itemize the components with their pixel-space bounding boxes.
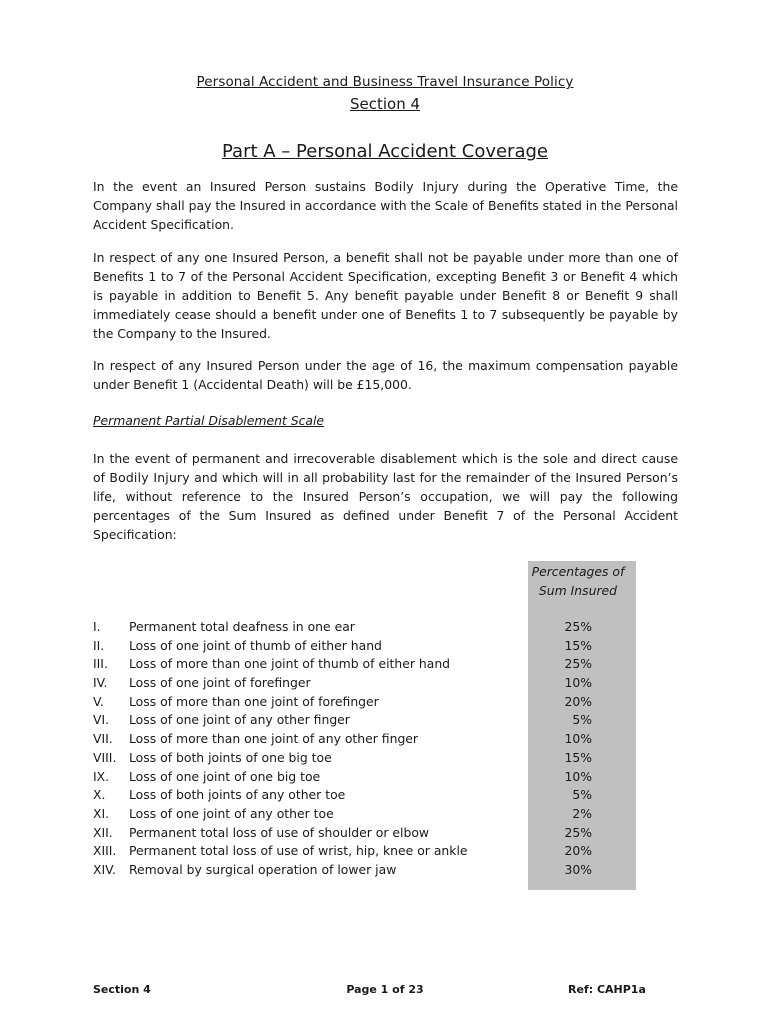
scale-row — [93, 618, 633, 637]
scale-row-description: Loss of one joint of thumb of either hand — [129, 637, 382, 653]
scale-row — [93, 749, 633, 768]
scale-row-description: Loss of one joint of any other toe — [129, 805, 334, 821]
scale-row — [93, 693, 633, 712]
scale-row-number: VI. — [93, 712, 110, 728]
scale-row-percentage: 5% — [572, 712, 592, 728]
scale-row-number: II. — [93, 637, 105, 653]
footer-page-number: Page 1 of 23 — [346, 983, 424, 996]
scale-row-percentage: 20% — [564, 843, 592, 859]
scale-row-description: Loss of more than one joint of thumb of either hand — [129, 656, 451, 672]
scale-row-number: IV. — [93, 675, 108, 691]
document-title: Personal Accident and Business Travel Insurance Policy — [196, 74, 574, 90]
scale-row — [93, 730, 633, 749]
subheading-disablement-scale: Permanent Partial Disablement Scale — [93, 413, 325, 428]
scale-row-number: I. — [93, 619, 101, 634]
paragraph-text: In the event an Insured Person sustains — [93, 179, 375, 194]
scale-row-description: Permanent total loss of use of wrist, hip, knee or ankle — [129, 843, 468, 859]
paragraph-permanent-disablement — [93, 450, 678, 545]
scale-row-number: VII. — [93, 731, 113, 747]
scale-row-description: Removal by surgical operation of lower jaw — [129, 861, 397, 877]
scale-row-description: Permanent total loss of use of shoulder or elbow — [129, 824, 430, 840]
scale-row — [93, 674, 633, 693]
scale-row-percentage: 10% — [564, 731, 592, 747]
scale-row-percentage: 5% — [572, 787, 592, 803]
scale-row-number: VIII. — [93, 749, 117, 765]
scale-row-percentage: 15% — [564, 637, 592, 653]
footer-section: Section 4 — [93, 983, 151, 996]
scale-row-description: Loss of more than one joint of forefinger — [129, 693, 379, 709]
scale-row — [93, 786, 633, 805]
percentage-column-header — [528, 562, 628, 600]
scale-row-number: X. — [93, 787, 106, 803]
scale-row — [93, 768, 633, 787]
scale-row-number: XII. — [93, 824, 113, 840]
scale-row — [93, 637, 633, 656]
scale-row-number: XI. — [93, 805, 110, 821]
scale-row — [93, 711, 633, 730]
scale-row-description: Loss of one joint of one big toe — [129, 768, 321, 784]
scale-row-number: V. — [93, 693, 104, 709]
scale-row-percentage: 2% — [572, 805, 592, 821]
scale-row-description: Loss of both joints of one big toe — [129, 749, 332, 765]
scale-row-description: Permanent total deafness in one ear — [129, 619, 355, 634]
percentage-header-line1: Percentages of — [531, 564, 625, 579]
scale-row-percentage: 20% — [564, 693, 592, 709]
scale-row — [93, 842, 633, 861]
paragraph-text: during the Operative Time, the Company shall pay the Insured in accordance with the Scale of Benefits stated in the Personal Accident Specification. — [93, 179, 678, 232]
paragraph-under-16: In respect of any Insured Person under the age of 16, the maximum compensation payable under Benefit 1 (Accidental Death) will be £15,000. — [93, 358, 678, 392]
scale-row-description: Loss of one joint of any other finger — [129, 712, 350, 728]
scale-row-description: Loss of both joints of any other toe — [129, 787, 346, 803]
scale-row-percentage: 10% — [564, 768, 592, 784]
paragraph-benefit-limits: In respect of any one Insured Person, a benefit shall not be payable under more than one of Benefits 1 to 7 of the Personal Accident Specification, excepting Benefit 3 or Benefit 4 which is payable in addition to Benefit 5. Any benefit payable under Benefit 8 or Benefit 9 shall immediately cease should a benefit under one of Benefits 1 to 7 subsequently be payable by the Company to the Insured. — [93, 250, 678, 341]
disablement-scale-list — [93, 618, 633, 880]
scale-row-percentage: 15% — [564, 749, 592, 765]
scale-row-description: Loss of one joint of forefinger — [129, 675, 311, 691]
scale-row-number: IX. — [93, 768, 110, 784]
scale-row — [93, 655, 633, 674]
scale-row-number: III. — [93, 656, 108, 672]
scale-row-number: XIII. — [93, 843, 117, 859]
part-title: Part A – Personal Accident Coverage — [222, 141, 548, 162]
scale-row-number: XIV. — [93, 861, 116, 877]
bold-term-bodily-injury: Bodily Injury — [374, 179, 459, 194]
footer-reference: Ref: CAHP1a — [568, 983, 646, 996]
paragraph-bodily-injury — [93, 178, 678, 235]
scale-row-percentage: 25% — [564, 656, 592, 672]
section-title: Section 4 — [349, 95, 421, 113]
bold-term-bodily-injury: Bodily Injury — [109, 469, 190, 485]
scale-row-percentage: 25% — [564, 619, 592, 634]
scale-row-percentage: 30% — [564, 861, 592, 877]
scale-row-percentage: 10% — [564, 675, 592, 691]
paragraph-text: In the event of permanent and irrecoverable disablement which is the sole and direct cause of — [93, 451, 678, 485]
scale-row-percentage: 25% — [564, 824, 592, 840]
scale-row — [93, 824, 633, 843]
scale-row — [93, 861, 633, 880]
paragraph-text: and which will in all probability last for the remainder of the Insured Person’s life, without reference to the Insured Person’s occupation, we will pay the following percentages of the Sum Insured as defined under Benefit 7 of the Personal Accident Specification: — [93, 469, 678, 542]
scale-row — [93, 805, 633, 824]
percentage-header-line2: Sum Insured — [538, 583, 618, 598]
scale-row-description: Loss of more than one joint of any other finger — [129, 731, 419, 747]
